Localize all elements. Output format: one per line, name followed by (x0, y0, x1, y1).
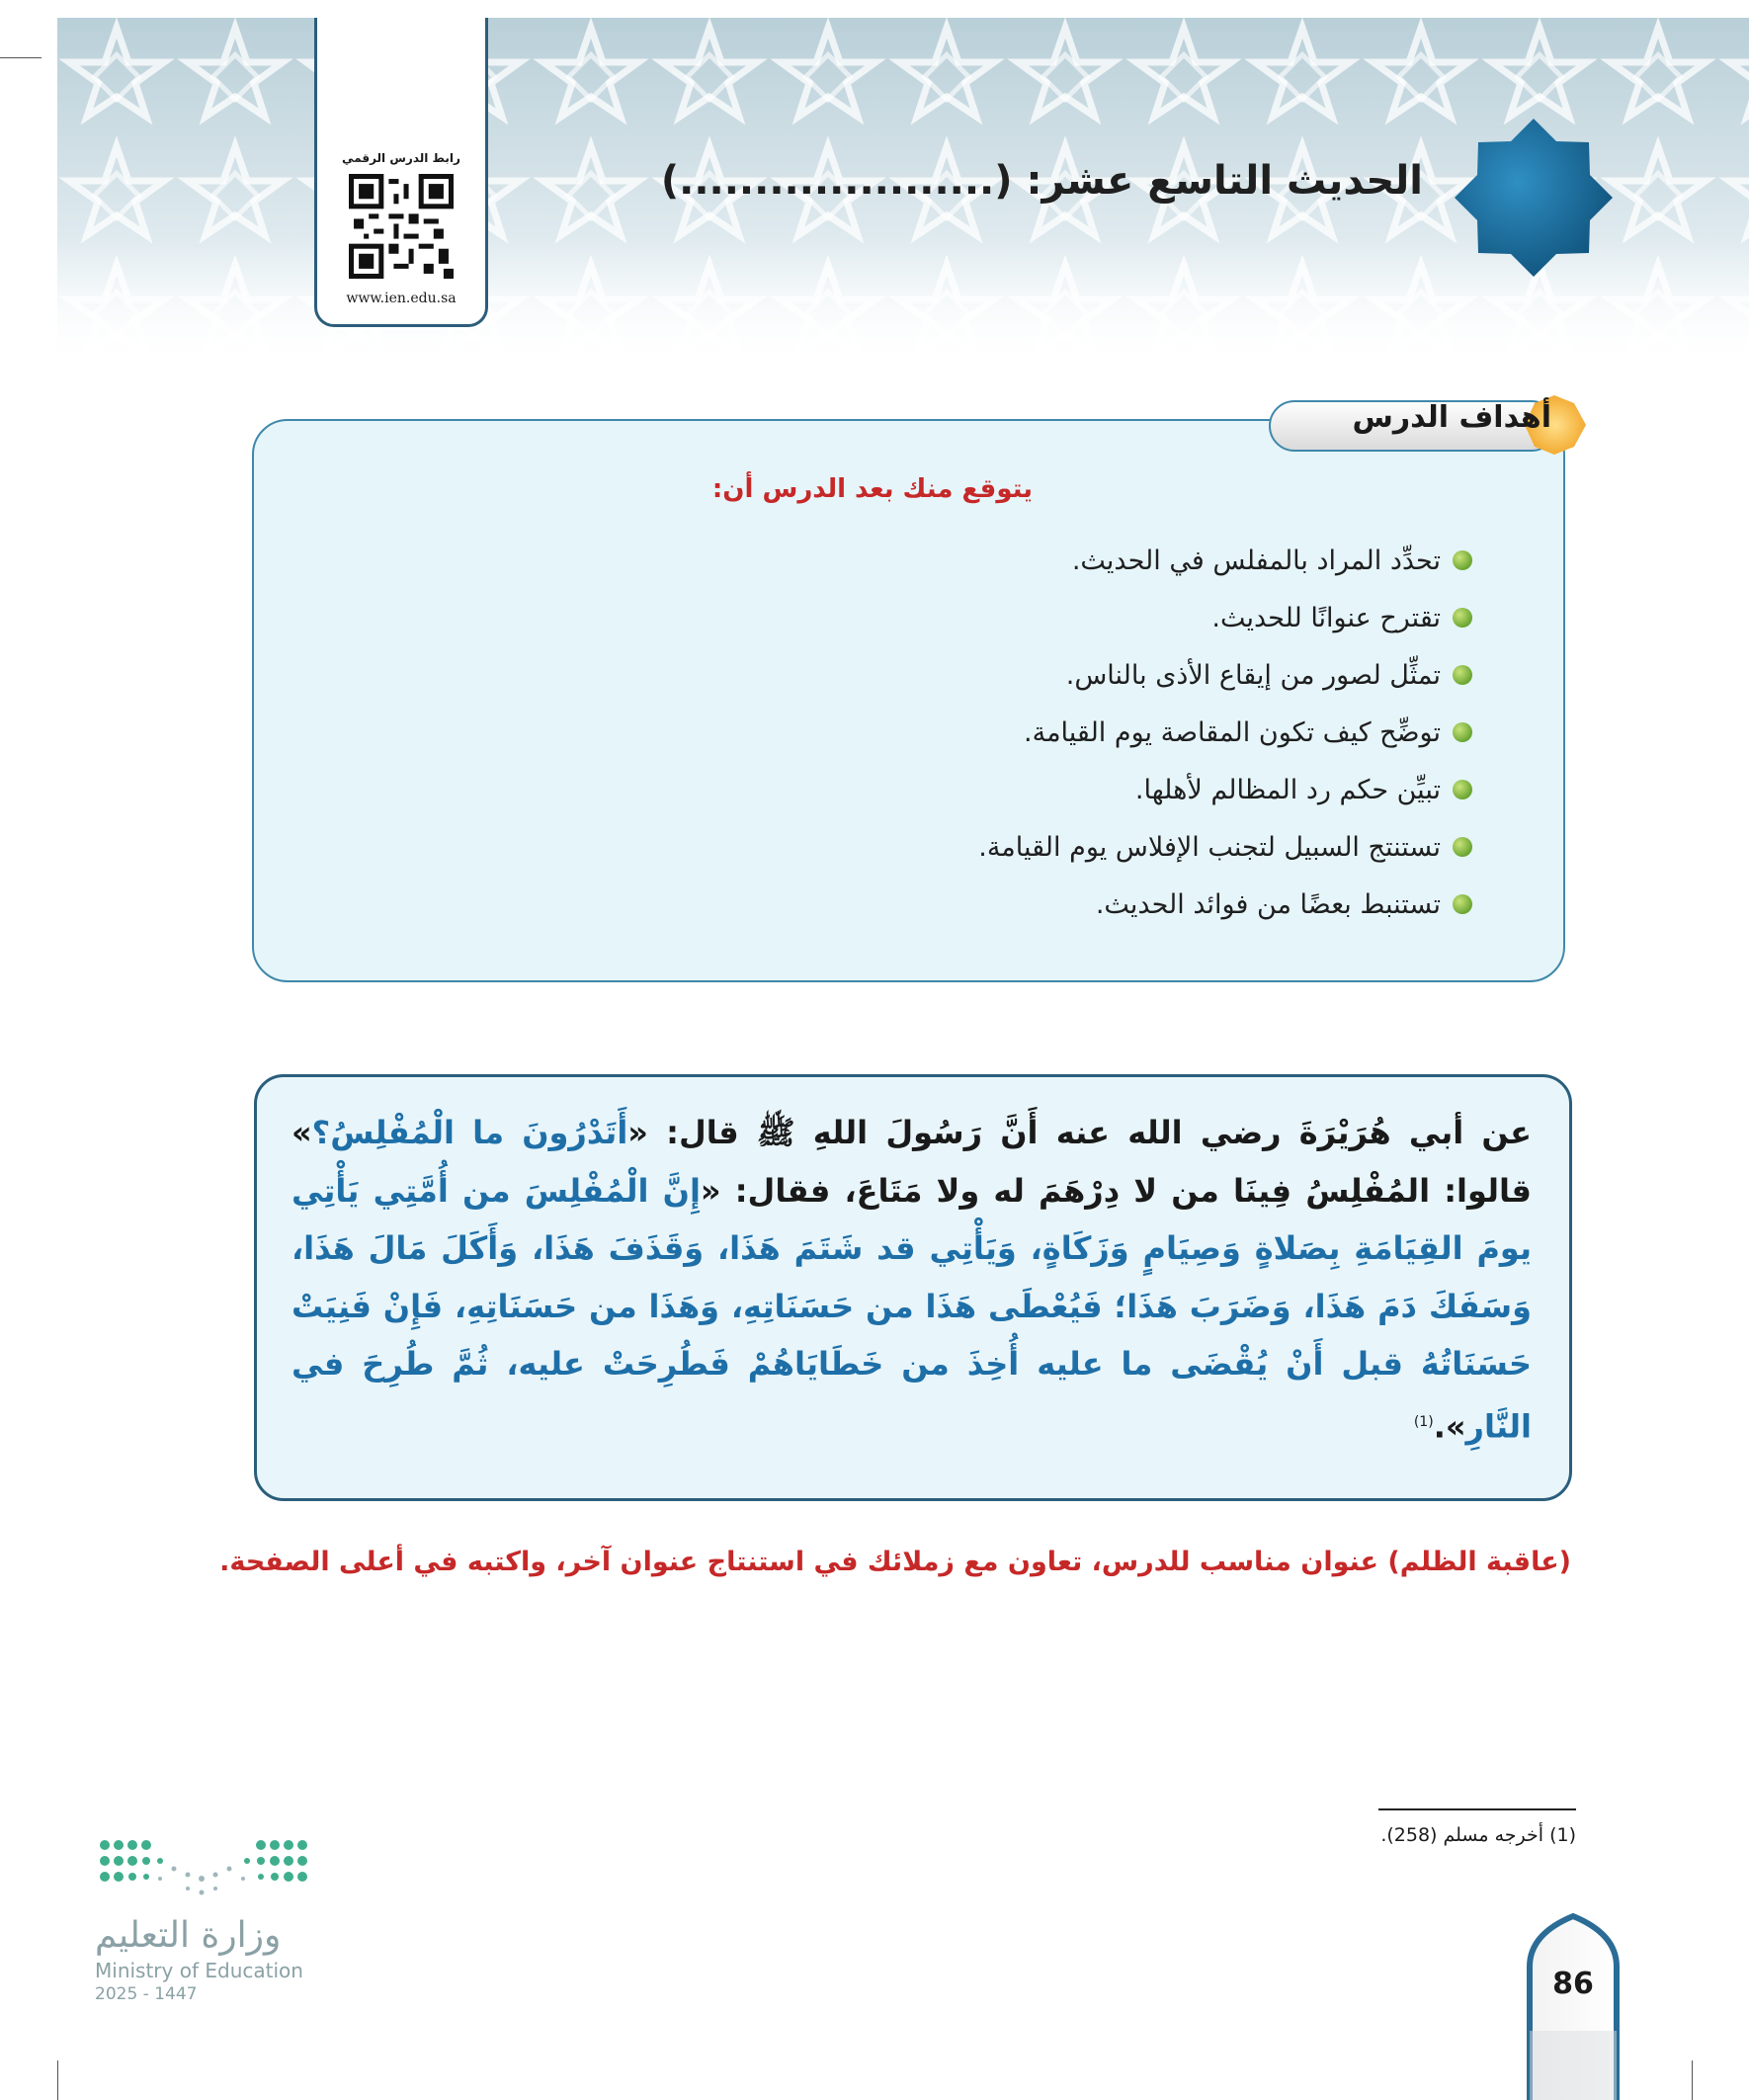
lesson-title-blank[interactable]: (.....................) (660, 158, 1013, 204)
objectives-heading: أهداف الدرس (1352, 400, 1551, 435)
list-item: تستنبط بعضًا من فوائد الحديث. (978, 876, 1472, 933)
bullet-icon (1453, 837, 1472, 857)
ministry-name-arabic: وزارة التعليم (95, 1915, 282, 1956)
list-item: تمثِّل لصور من إيقاع الأذى بالناس. (978, 646, 1472, 704)
hadith-intro: عن أبي هُرَيْرَةَ رضي الله عنه أَنَّ رَسُولَ اللهِ ﷺ قال: « (627, 1114, 1533, 1151)
qr-card[interactable] (314, 18, 488, 327)
page-number-tab (1524, 1912, 1623, 2100)
lesson-title-text: الحديث التاسع عشر: (1026, 158, 1423, 204)
hadith-text (292, 1104, 1532, 1456)
qr-label: رابط الدرس الرقمي (342, 151, 460, 165)
bullet-icon (1453, 722, 1472, 742)
crop-mark (0, 57, 42, 58)
bullet-icon (1453, 780, 1472, 799)
objectives-list (978, 532, 1472, 933)
bullet-icon (1453, 550, 1472, 570)
qr-url[interactable]: www.ien.edu.sa (346, 291, 457, 306)
hadith-quote-question: أَتَدْرُونَ ما الْمُفْلِسُ؟ (311, 1114, 628, 1151)
crop-mark (1692, 2060, 1693, 2100)
footnote: (1) أخرجه مسلم (258). (1380, 1824, 1576, 1846)
edition-year: 2025 - 1447 (95, 1984, 198, 2004)
list-item: تبيِّن حكم رد المظالم لأهلها. (978, 761, 1472, 818)
lesson-title (661, 158, 1423, 204)
hadith-close: ». (1433, 1407, 1466, 1446)
bullet-icon (1453, 894, 1472, 914)
header-emblem-icon (1455, 119, 1613, 277)
activity-note: (عاقبة الظلم) عنوان مناسب للدرس، تعاون مع زملائك في استنتاج عنوان آخر، واكتبه في أعلى الصفحة. (219, 1547, 1571, 1577)
hadith-quote-main: إِنَّ الْمُفْلِسَ من أُمَّتِي يَأْتِي يومَ القِيَامَةِ بِصَلاةٍ وَصِيَامٍ وَزَكَاةٍ، وَيَأْتِي قد شَتَمَ هَذَا، وَقَذَفَ هَذَا، وَأَكَلَ مَالَ هَذَا، وَسَفَكَ دَمَ هَذَا، وَضَرَبَ هَذَا؛ فَيُعْطَى هَذَا من حَسَنَاتِهِ، وَهَذَا من حَسَنَاتِهِ، فَإِنْ فَنِيَتْ حَسَنَاتُهُ قبل أَنْ يُقْضَى ما عليه أُخِذَ من خَطَايَاهُمْ فَطُرِحَتْ عليه، ثُمَّ طُرِحَ في النَّارِ (292, 1171, 1532, 1446)
qr-code-icon[interactable] (349, 174, 454, 279)
list-item: تحدِّد المراد بالمفلس في الحديث. (978, 532, 1472, 589)
page-number: 86 (1552, 1967, 1594, 2001)
bullet-icon (1453, 665, 1472, 685)
footnote-divider (1378, 1808, 1576, 1810)
hadith-answer: » قالوا: المُفْلِسُ فِينَا من لا دِرْهَمَ له ولا مَتَاعَ، فقال: « (292, 1114, 1532, 1210)
list-item: تستنتج السبيل لتجنب الإفلاس يوم القيامة. (978, 818, 1472, 876)
ministry-name-english: Ministry of Education (95, 1959, 303, 1982)
objectives-intro: يتوقع منك بعد الدرس أن: (711, 474, 1033, 504)
list-item: توضِّح كيف تكون المقاصة يوم القيامة. (978, 704, 1472, 761)
list-item: تقترح عنوانًا للحديث. (978, 589, 1472, 646)
crop-mark (57, 2060, 58, 2100)
footnote-ref[interactable]: (1) (1413, 1413, 1434, 1430)
bullet-icon (1453, 608, 1472, 628)
